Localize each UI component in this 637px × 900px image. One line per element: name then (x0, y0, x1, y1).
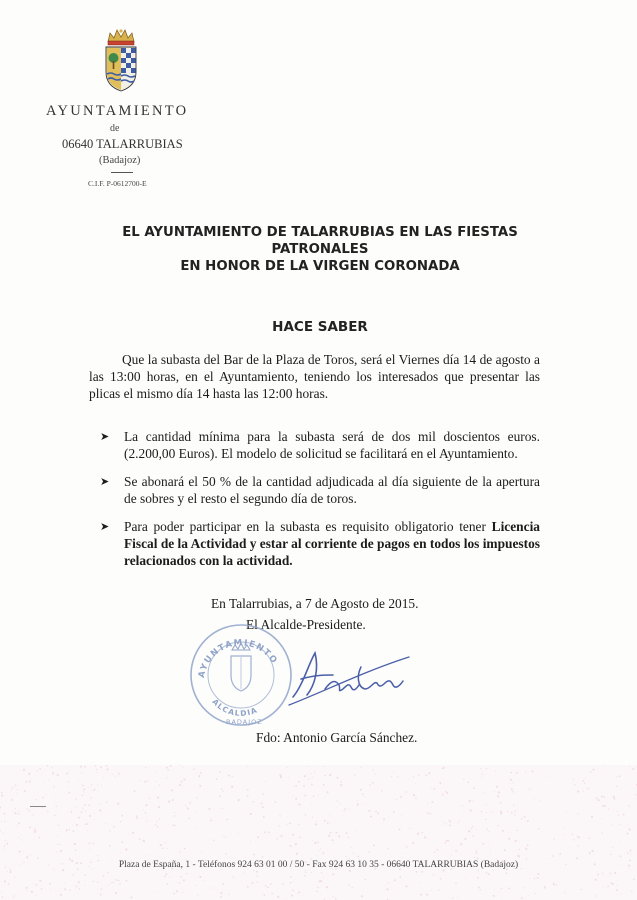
list-item-bold-text: Licencia Fiscal de la Actividad y estar al corriente de pagos en todos los impuestos relacionados con la actividad. (124, 519, 540, 568)
list-item-text: La cantidad mínima para la subasta será de dos mil doscientos euros. (2.200,00 Euros). El modelo de solicitud se facilitará en el Ayuntamiento. (124, 429, 540, 461)
list-item-text: Para poder participar en la subasta es requisito obligatorio tener (124, 519, 492, 534)
footer-address: Plaza de España, 1 - Teléfonos 924 63 01 00 / 50 - Fax 924 63 10 35 - 06640 TALARRUBIAS (Badajoz) (118, 860, 519, 870)
list-item-text: Se abonará el 50 % de la cantidad adjudicada al día siguiente de la apertura de sobres y el resto el segundo día de toros. (124, 474, 540, 506)
seal-top-text: AYUNTAMIENTO (196, 638, 280, 679)
conditions-list (100, 428, 540, 580)
intro-paragraph: Que la subasta del Bar de la Plaza de Toros, será el Viernes día 14 de agosto a las 13:00 horas, en el Ayuntamiento, teniendo los interesados que presentar las plicas el mismo día 14 hasta las 12:00 horas. (89, 352, 540, 401)
list-item (100, 428, 540, 462)
list-item (100, 473, 540, 507)
place-and-date: En Talarrubias, a 7 de Agosto de 2015. (211, 596, 419, 611)
organization-town: 06640 TALARRUBIAS (62, 137, 183, 151)
organization-de: de (110, 123, 120, 134)
organization-province: (Badajoz) (99, 155, 141, 166)
letterhead-divider (111, 172, 133, 173)
handwritten-signature (285, 645, 415, 710)
seal-bottom-text: ALCALDIA (210, 697, 260, 719)
organization-cif: C.I.F. P-0612700-E (88, 179, 147, 188)
coat-of-arms-icon (102, 28, 140, 94)
signer-name: Fdo: Antonio García Sánchez. (256, 730, 418, 745)
section-heading: HACE SABER (272, 319, 368, 335)
title-line-3: EN HONOR DE LA VIRGEN CORONADA (180, 259, 460, 274)
document-title (60, 224, 580, 275)
arrow-bullet-icon: ➤ (100, 430, 110, 443)
list-item (100, 518, 540, 569)
margin-mark (30, 806, 46, 807)
organization-name: AYUNTAMIENTO (46, 103, 189, 119)
svg-text:AYUNTAMIENTO (197, 638, 279, 679)
arrow-bullet-icon: ➤ (100, 475, 110, 488)
scan-noise-decoration (0, 765, 637, 900)
arrow-bullet-icon: ➤ (100, 520, 110, 533)
title-line-2: PATRONALES (271, 242, 369, 257)
official-seal-icon (186, 620, 296, 730)
seal-side-text: BADAJOZ (226, 718, 263, 726)
title-line-1: EL AYUNTAMIENTO DE TALARRUBIAS EN LAS FIESTAS (122, 225, 518, 240)
signer-role: El Alcalde-Presidente. (246, 617, 366, 632)
